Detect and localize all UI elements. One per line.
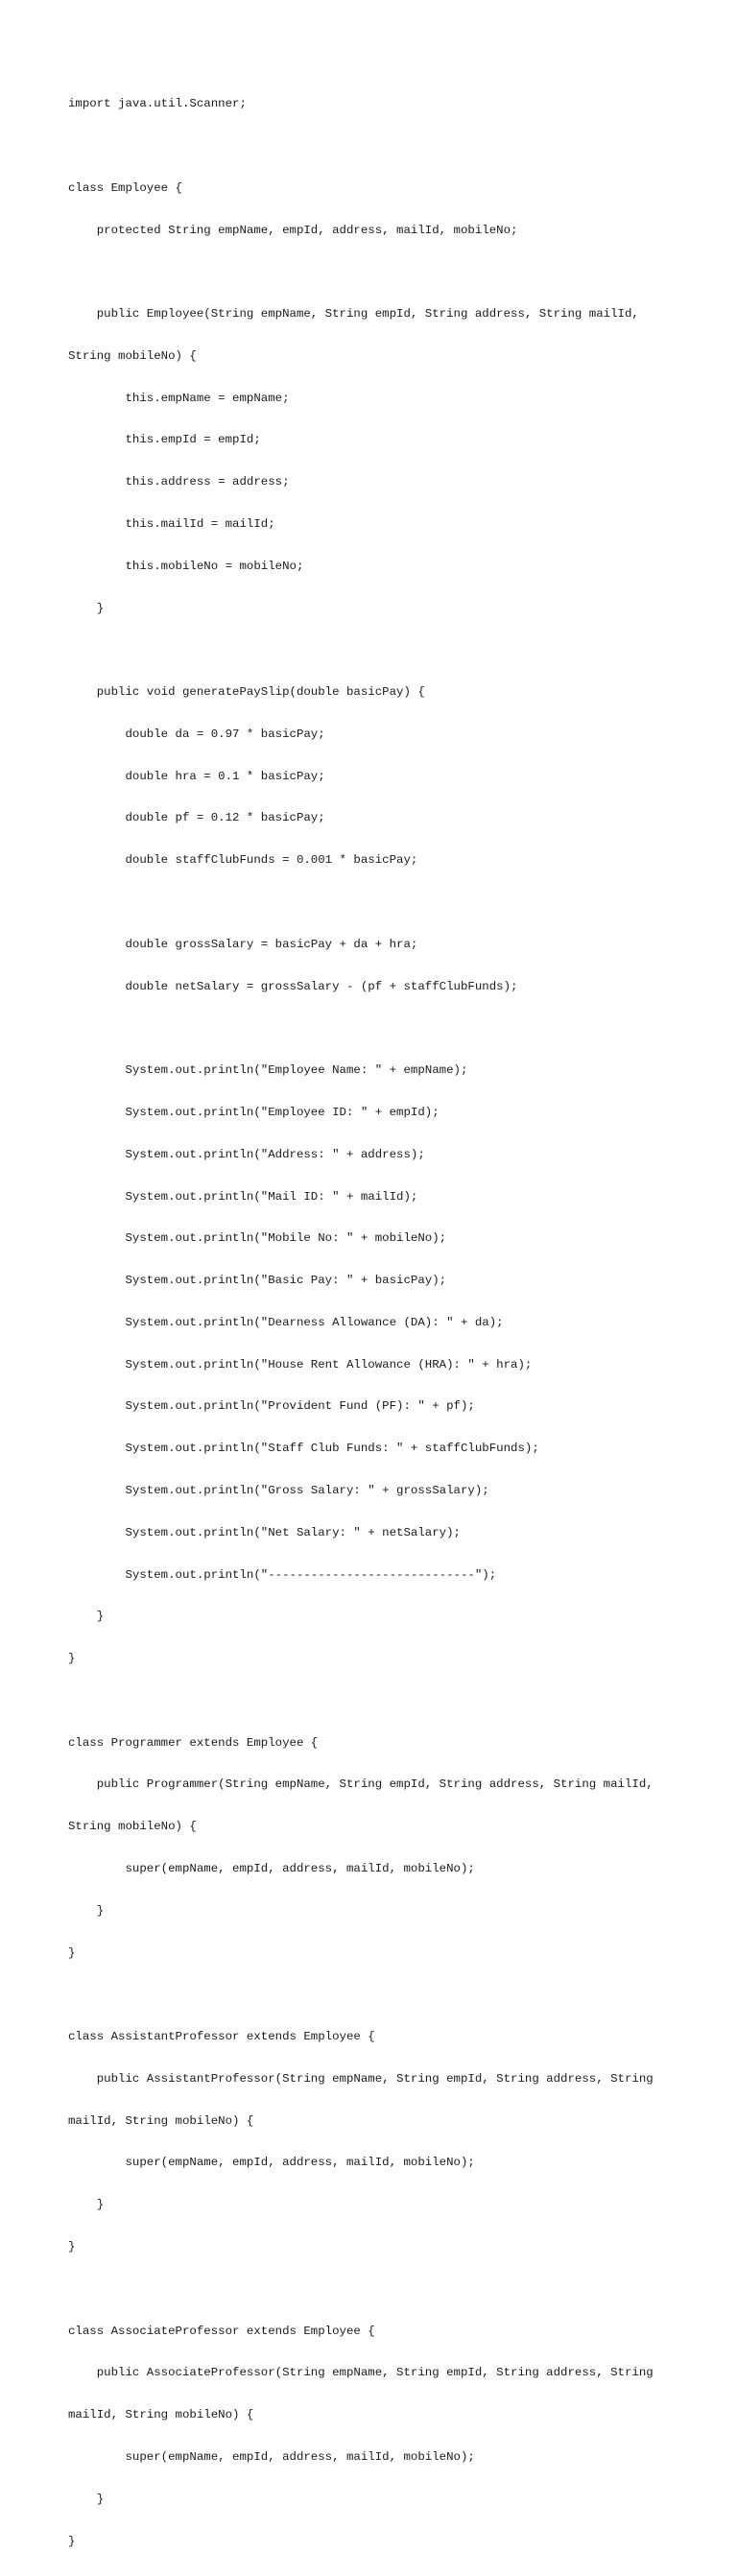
code-line: class AssistantProfessor extends Employee { [68, 2030, 375, 2044]
code-line: class Employee { [68, 180, 182, 195]
code-line: System.out.println("-----------------------------"); [68, 1567, 497, 1582]
code-line: System.out.println("Net Salary: " + netSalary); [68, 1525, 461, 1539]
code-line: public void generatePaySlip(double basicPay) { [68, 685, 425, 700]
code-line: double hra = 0.1 * basicPay; [68, 769, 325, 783]
code-line: double pf = 0.12 * basicPay; [68, 811, 325, 825]
code-line: System.out.println("Basic Pay: " + basicPay); [68, 1274, 447, 1288]
code-line: String mobileNo) { [68, 1820, 197, 1834]
code-line: import java.util.Scanner; [68, 97, 247, 111]
code-line: System.out.println("Employee Name: " + empName); [68, 1063, 468, 1078]
code-line [68, 895, 682, 910]
code-line: System.out.println("House Rent Allowance (HRA): " + hra); [68, 1357, 533, 1371]
code-line: } [68, 2198, 105, 2212]
code-line: double staffClubFunds = 0.001 * basicPay; [68, 853, 418, 868]
code-line: } [68, 601, 105, 615]
code-line: System.out.println("Employee ID: " + empId); [68, 1105, 440, 1119]
code-line: double grossSalary = basicPay + da + hra; [68, 937, 418, 951]
code-line [68, 265, 682, 279]
code-line: } [68, 1652, 76, 1666]
code-line: public AssistantProfessor(String empName, String empId, String address, String [68, 2071, 654, 2086]
code-line: String mobileNo) { [68, 348, 197, 363]
code-line: public Programmer(String empName, String empId, String address, String mailId, [68, 1777, 654, 1792]
code-line: } [68, 1903, 105, 1918]
code-line: this.empId = empId; [68, 433, 261, 447]
code-line [68, 2282, 682, 2297]
code-line [68, 1021, 682, 1036]
code-line: super(empName, empId, address, mailId, mobileNo); [68, 2156, 475, 2170]
code-line: mailId, String mobileNo) { [68, 2408, 254, 2422]
code-line: System.out.println("Staff Club Funds: " + staffClubFunds); [68, 1442, 539, 1456]
code-line: class Programmer extends Employee { [68, 1735, 319, 1750]
code-line: } [68, 2534, 76, 2548]
code-line: class AssociateProfessor extends Employee { [68, 2324, 375, 2338]
code-line: System.out.println("Mail ID: " + mailId); [68, 1189, 418, 1204]
code-line: this.empName = empName; [68, 391, 290, 405]
code-line: } [68, 1945, 76, 1960]
code-line [68, 1694, 682, 1708]
code-line: this.address = address; [68, 475, 290, 489]
code-line [68, 643, 682, 657]
code-line: System.out.println("Mobile No: " + mobileNo); [68, 1231, 447, 1246]
code-line [68, 139, 682, 154]
code-line: this.mailId = mailId; [68, 517, 275, 531]
code-line: System.out.println("Address: " + address); [68, 1147, 425, 1161]
code-line: } [68, 2240, 76, 2254]
code-line: protected String empName, empId, address, mailId, mobileNo; [68, 223, 518, 237]
code-line: super(empName, empId, address, mailId, mobileNo); [68, 1862, 475, 1875]
code-line: super(empName, empId, address, mailId, mobileNo); [68, 2449, 475, 2464]
code-line: double da = 0.97 * basicPay; [68, 727, 325, 741]
code-line: } [68, 2492, 105, 2506]
code-line: System.out.println("Dearness Allowance (DA): " + da); [68, 1315, 504, 1329]
code-line: public Employee(String empName, String empId, String address, String mailId, [68, 307, 639, 322]
code-line: public AssociateProfessor(String empName, String empId, String address, String [68, 2366, 654, 2380]
code-line: } [68, 1610, 105, 1624]
code-line: System.out.println("Gross Salary: " + grossSalary); [68, 1483, 489, 1497]
code-block [68, 69, 682, 2576]
code-line: double netSalary = grossSalary - (pf + staffClubFunds); [68, 979, 518, 993]
code-line: mailId, String mobileNo) { [68, 2113, 254, 2128]
code-line [68, 1988, 682, 2002]
code-line: System.out.println("Provident Fund (PF): " + pf); [68, 1399, 475, 1414]
code-line: this.mobileNo = mobileNo; [68, 559, 304, 573]
